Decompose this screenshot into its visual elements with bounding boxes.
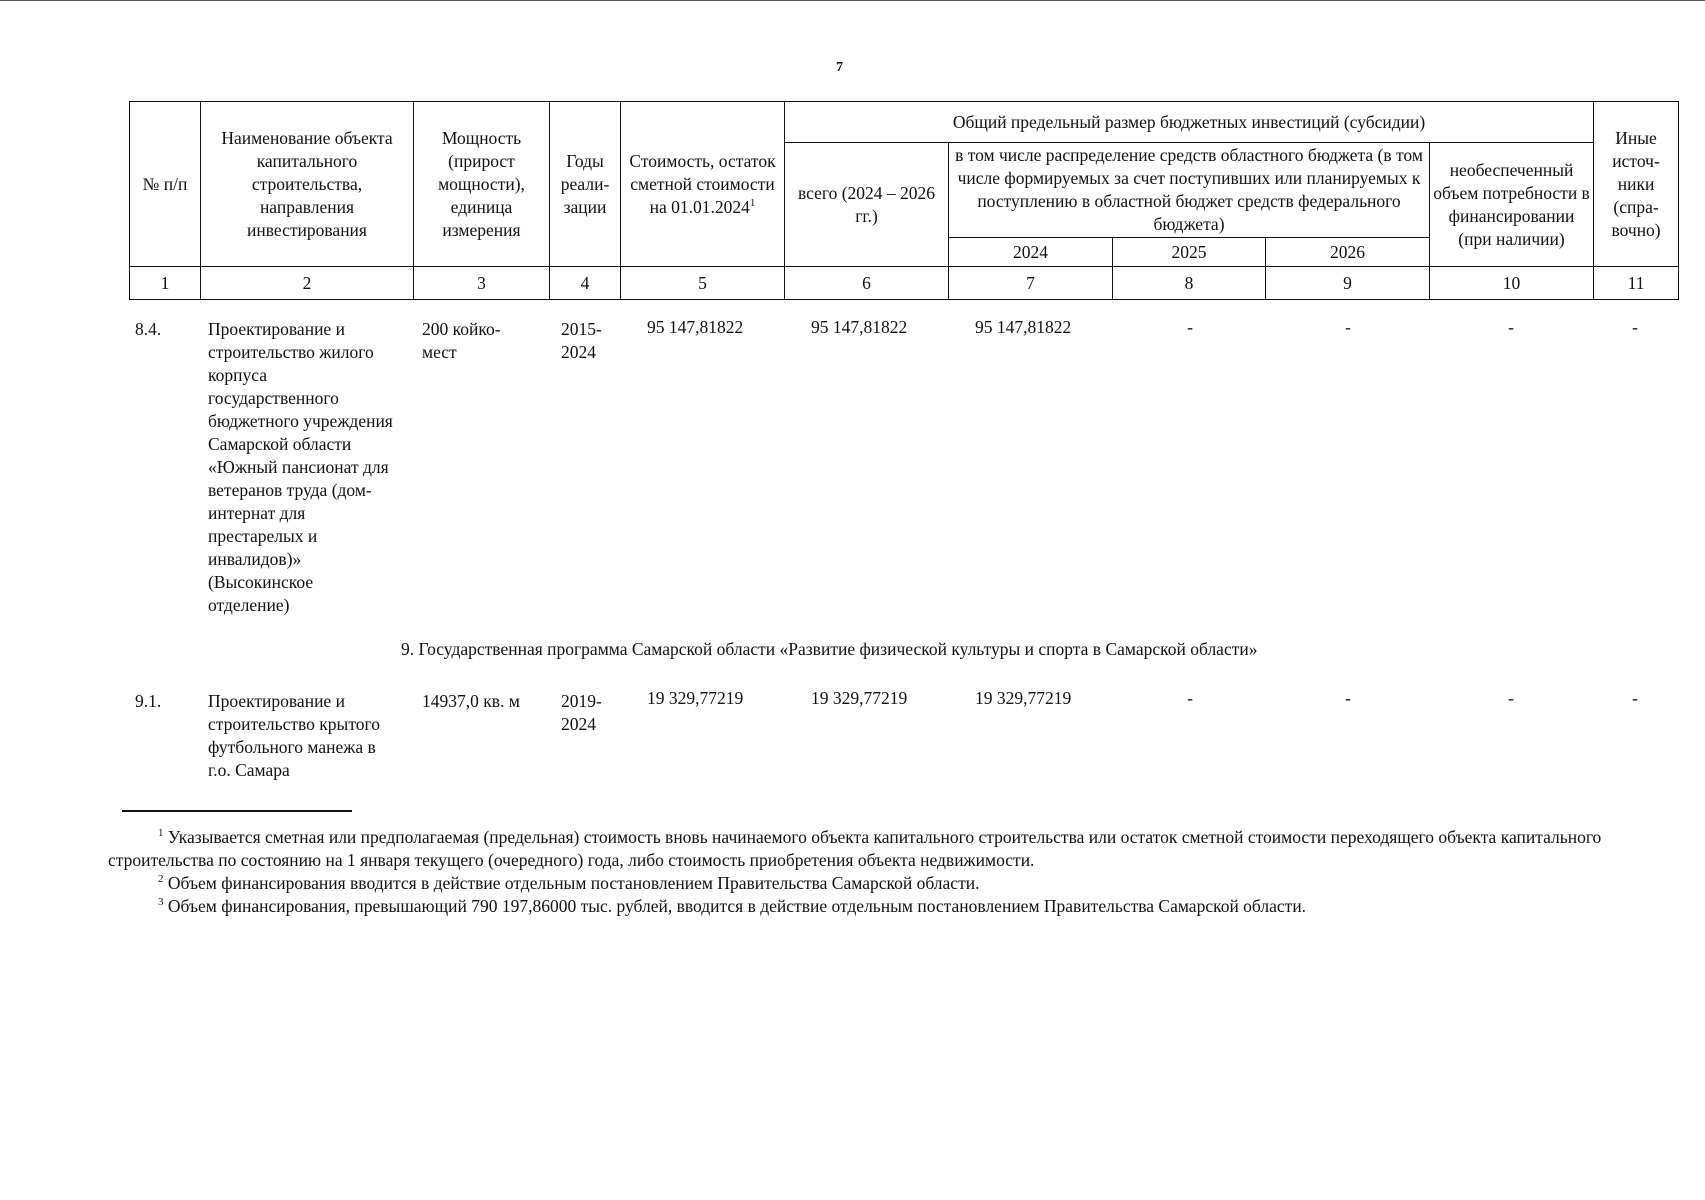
row-years: 2019-2024	[561, 691, 602, 734]
column-number: 9	[1266, 267, 1430, 300]
row-name: Проектирование и строительство крытого футбольного манежа в г.о. Самара	[208, 691, 380, 780]
header-capacity: Мощность (прирост мощности), единица измерения	[414, 102, 550, 267]
row-other: -	[1632, 688, 1638, 708]
header-cost-footnote-mark: 1	[749, 196, 756, 209]
row-years: 2015-2024	[561, 319, 602, 362]
header-unfunded: необеспеченный объем потребности в финансировании (при наличии)	[1430, 143, 1594, 267]
footnote-mark: 3	[158, 896, 164, 909]
row-2026: -	[1345, 688, 1351, 708]
column-number: 10	[1430, 267, 1594, 300]
footnote-text: Объем финансирования вводится в действие отдельным постановлением Правительства Самарской области.	[167, 873, 980, 893]
header-cost	[621, 102, 785, 267]
column-number: 4	[550, 267, 621, 300]
page-number: 7	[836, 60, 843, 75]
column-number: 6	[785, 267, 949, 300]
row-cost: 19 329,77219	[647, 688, 744, 708]
row-2024: 95 147,81822	[975, 317, 1072, 337]
header-cost-text: Стоимость, остаток сметной стоимости на 01.01.2024	[629, 150, 776, 217]
row-num: 8.4.	[135, 319, 162, 339]
header-budget-group: Общий предельный размер бюджетных инвестиций (субсидии)	[785, 102, 1594, 143]
footnote-mark: 2	[158, 873, 164, 886]
program-title: 9. Государственная программа Самарской области «Развитие физической культуры и спорта в Самарской области»	[401, 639, 1258, 659]
column-number: 8	[1113, 267, 1266, 300]
row-2025: -	[1187, 688, 1193, 708]
row-name: Проектирование и строительство жилого корпуса государственного бюджетного учреждения Самарской области «Южный пансионат для ветеранов труда (дом-интернат для престарелых и инвалидов)» (Высокинское отделение)	[208, 319, 393, 615]
footnote-text: Объем финансирования, превышающий 790 197,86000 тыс. рублей, вводится в действие отдельным постановлением Правительства Самарской области.	[167, 896, 1307, 916]
footnote-mark: 1	[158, 827, 164, 840]
footnote-text: Указывается сметная или предполагаемая (предельная) стоимость вновь начинаемого объекта капитального строительства или остаток сметной стоимости переходящего объекта капитального строительства по состоянию на 1 января текущего (очередного) года, либо стоимость приобретения объекта недвижимости.	[108, 827, 1602, 870]
header-years: Годы реали-зации	[550, 102, 621, 267]
header-year-2026: 2026	[1266, 238, 1430, 267]
footnote-rule	[122, 810, 352, 812]
row-cost: 95 147,81822	[647, 317, 744, 337]
row-other: -	[1632, 317, 1638, 337]
column-number: 11	[1594, 267, 1679, 300]
column-number: 3	[414, 267, 550, 300]
column-number: 2	[201, 267, 414, 300]
row-num: 9.1.	[135, 691, 162, 711]
header-year-2024: 2024	[949, 238, 1113, 267]
header-name: Наименование объекта капитального строительства, направления инвестирования	[201, 102, 414, 267]
header-total: всего (2024 – 2026 гг.)	[785, 143, 949, 267]
footnote	[108, 872, 1648, 895]
row-2024: 19 329,77219	[975, 688, 1072, 708]
header-regional: в том числе распределение средств областного бюджета (в том числе формируемых за счет поступивших или планируемых к поступлению в областной бюджет средств федерального бюджета)	[949, 143, 1430, 238]
column-number: 5	[621, 267, 785, 300]
row-total: 19 329,77219	[811, 688, 908, 708]
row-2025: -	[1187, 317, 1193, 337]
row-2026: -	[1345, 317, 1351, 337]
column-number: 7	[949, 267, 1113, 300]
top-rule	[0, 0, 1705, 1]
table-header	[129, 101, 1679, 300]
header-year-2025: 2025	[1113, 238, 1266, 267]
row-capacity: 14937,0 кв. м	[422, 691, 520, 711]
row-total: 95 147,81822	[811, 317, 908, 337]
footnote	[108, 895, 1648, 918]
row-unfunded: -	[1508, 688, 1514, 708]
header-other: Иные источ-ники (спра-вочно)	[1594, 102, 1679, 267]
row-unfunded: -	[1508, 317, 1514, 337]
footnote	[108, 826, 1648, 872]
row-capacity: 200 койко-мест	[422, 319, 501, 362]
column-number: 1	[130, 267, 201, 300]
header-num: № п/п	[130, 102, 201, 267]
footnotes	[108, 826, 1648, 918]
